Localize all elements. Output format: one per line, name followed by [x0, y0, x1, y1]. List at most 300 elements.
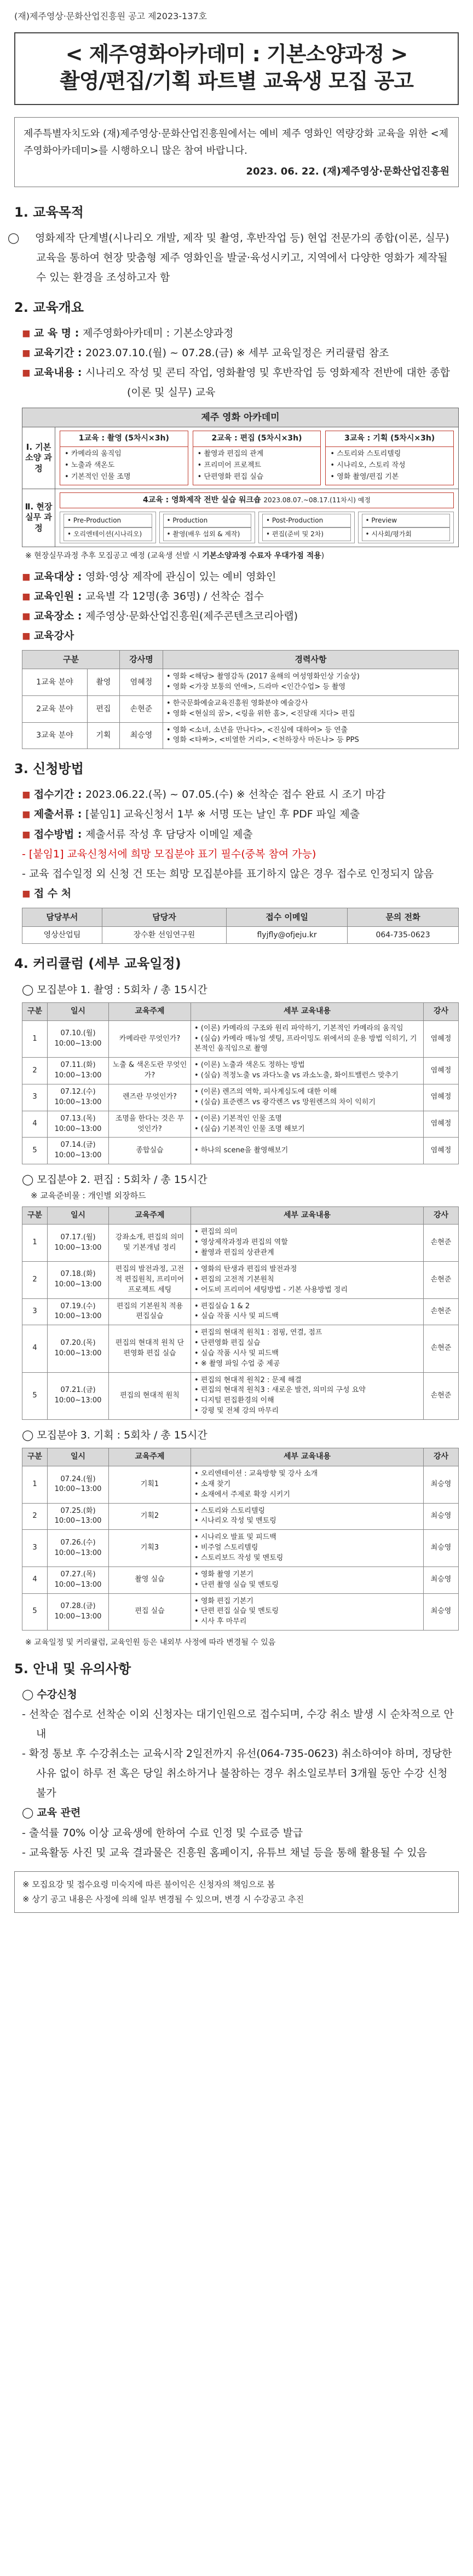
apply-item-label: 제출서류 :	[33, 808, 86, 821]
schedule-title: 제주 영화 아카데미	[22, 408, 458, 427]
session-date-line: 10:00~13:00	[54, 1612, 102, 1621]
apply-item-value: [붙임1] 교육신청서 1부 ※ 서명 또는 날인 후 PDF 파일 제출	[85, 808, 360, 821]
phase-head: 2교육 : 편집 (5차시×3h)	[193, 431, 321, 447]
session-detail-item: • 단편 편집 실습 및 멘토링	[194, 1606, 420, 1617]
contact-email-link[interactable]: flyjfly@ofjeju.kr	[227, 927, 348, 944]
production-step	[159, 512, 256, 543]
production-step-line: • 편집(준비 및 2차)	[262, 527, 351, 541]
lecturer-row	[22, 695, 459, 722]
session-date-line: 10:00~13:00	[54, 1124, 102, 1133]
session-detail-item: • (실습) 카메라 매뉴얼 셋팅, 프라이밍도 위에서의 운용 방법 익히기, 기본적인 움직임으로 촬영	[194, 1034, 420, 1055]
session-number: 4	[22, 1111, 48, 1138]
curriculum-row	[22, 1111, 459, 1138]
session-date-line: 07.17.(월)	[60, 1233, 96, 1241]
session-number: 1	[22, 1466, 48, 1504]
overview2-item	[14, 606, 459, 626]
production-step-line: • 시사회/평가회	[362, 527, 451, 541]
production-steps	[60, 512, 454, 543]
session-detail-item: • 스토리보드 작성 및 멘토링	[194, 1553, 420, 1564]
session-topic: 강좌소개, 편집의 의미 및 기본개념 정리	[109, 1225, 191, 1262]
session-number: 3	[22, 1298, 48, 1325]
session-details	[191, 1261, 424, 1298]
curriculum-row	[22, 1138, 459, 1164]
contact-th-dept: 담당부서	[22, 908, 102, 926]
lecturer-desc-line: • 영화 <타짜>, <비열한 거리>, <천하장사 마돈나> 등 PPS	[166, 736, 359, 745]
session-date-line: 10:00~13:00	[54, 1098, 102, 1106]
session-details	[191, 1084, 424, 1111]
phase-item: • 프리미어 프로젝트	[198, 460, 316, 472]
contact-person: 장수환 선임연구원	[102, 927, 226, 944]
session-detail-item: • 디지털 편집환경의 이해	[194, 1396, 420, 1406]
session-date	[48, 1138, 109, 1164]
section-3-items	[14, 785, 459, 844]
session-details	[191, 1372, 424, 1419]
lecturer-part: 기획	[87, 722, 119, 749]
session-detail-item: • 소재에서 주제로 확장 시키기	[194, 1490, 420, 1500]
session-date-line: 07.13.(목)	[60, 1114, 96, 1123]
square-bullet-icon: ◼	[22, 828, 34, 840]
session-details	[191, 1138, 424, 1164]
session-detail-item: • 비주얼 스토리텔링	[194, 1543, 420, 1553]
session-date	[48, 1111, 109, 1138]
session-detail-item: • 영화 촬영 기본기	[194, 1570, 420, 1580]
session-date	[48, 1466, 109, 1504]
session-lecturer: 최승영	[424, 1466, 459, 1504]
session-number: 2	[22, 1503, 48, 1530]
square-bullet-icon: ◼	[22, 629, 31, 642]
lecturer-desc	[163, 695, 459, 722]
lecturer-area: 1교육 분야	[22, 669, 88, 696]
section-1-heading: 1. 교육목적	[14, 205, 84, 221]
session-topic: 종합실습	[109, 1138, 191, 1164]
circle-bullet-icon: ◯	[22, 1807, 34, 1819]
lecturer-area: 2교육 분야	[22, 695, 88, 722]
session-lecturer: 손현준	[424, 1372, 459, 1419]
section-3-red-note: - [붙임1] 교육신청서에 희망 모집분야 표기 필수(중복 참여 가능)	[22, 848, 316, 860]
session-date-line: 10:00~13:00	[54, 1151, 102, 1160]
lecturer-desc	[163, 722, 459, 749]
curriculum-th: 강사	[424, 1206, 459, 1225]
session-number: 3	[22, 1530, 48, 1567]
circle-bullet-icon: ◯	[22, 1688, 34, 1701]
sub1-heading: 수강신청	[37, 1688, 77, 1701]
curriculum-part-title: ◯ 모집분야 1. 촬영 : 5회차 / 총 15시간	[22, 983, 207, 996]
session-number: 5	[22, 1593, 48, 1631]
lecturer-row	[22, 669, 459, 696]
session-lecturer: 염혜정	[424, 1058, 459, 1084]
session-number: 1	[22, 1225, 48, 1262]
enroll-note: - 선착순 접수로 선착순 이외 신청자는 대기인원으로 접수되며, 수강 취소 발생 시 순차적으로 안내	[22, 1708, 454, 1740]
contact-heading-row	[14, 884, 459, 903]
session-details	[191, 1325, 424, 1372]
session-lecturer: 최승영	[424, 1593, 459, 1631]
overview-item-value: 시나리오 작성 및 콘티 작업, 영화촬영 및 후반작업 등 영화제작 전반에 대한 종합(이론 및 실무) 교육	[85, 366, 450, 399]
session-date	[48, 1372, 109, 1419]
section-3-note-2: - 교육 접수일정 외 신청 건 또는 희망 모집분야를 표기하지 않은 경우 접수로 인정되지 않음	[22, 867, 434, 880]
session-detail-item: • 오리엔테이션 : 교육방향 및 강사 소개	[194, 1469, 420, 1480]
section-1-text: 영화제작 단계별(시나리오 개발, 제작 및 촬영, 후반작업 등) 현업 전문가의 종합(이론, 실무) 교육을 통하여 현장 맞춤형 제주 영화인을 발굴·육성시키고, 지역에서 다양한 영화가 제작될 수 있는 환경을 조성하고자 함	[35, 232, 449, 284]
lecturer-heading-row	[14, 626, 459, 646]
production-step-line: • 오리엔테이션(시나리오)	[64, 527, 152, 541]
session-details	[191, 1111, 424, 1138]
production-step-line: • Preview	[362, 514, 451, 527]
schedule-note-bold: 기본소양과정 수료자 우대가점 적용	[202, 551, 321, 560]
session-topic: 조명을 한다는 것은 무엇인가?	[109, 1111, 191, 1138]
session-details	[191, 1503, 424, 1530]
session-date-line: 07.18.(화)	[60, 1270, 96, 1279]
session-lecturer: 손현준	[424, 1225, 459, 1262]
overview-item-label: 교육내용 :	[33, 366, 86, 379]
contact-row	[22, 927, 459, 944]
session-date-line: 10:00~13:00	[54, 1312, 102, 1321]
session-detail-item: • 소재 찾기	[194, 1480, 420, 1490]
apply-item	[14, 825, 459, 844]
phase-box	[60, 431, 188, 485]
contact-heading: 접 수 처	[33, 887, 72, 900]
schedule-note	[14, 550, 459, 562]
session-lecturer: 염혜정	[424, 1138, 459, 1164]
phase-item: • 카메라의 움직임	[65, 449, 183, 460]
production-step-line: • Post-Production	[262, 514, 351, 527]
curriculum-header-row	[22, 1003, 459, 1021]
production-step	[258, 512, 355, 543]
session-detail-item: • (이론) 렌즈의 역학, 피사계심도에 대한 이해	[194, 1087, 420, 1098]
session-detail-item: • 촬영과 편집의 상관관계	[194, 1248, 420, 1258]
phase-head: 1교육 : 촬영 (5차시×3h)	[60, 431, 188, 447]
curriculum-th: 세부 교육내용	[191, 1448, 424, 1466]
lecturer-heading: 교육강사	[33, 629, 74, 642]
course-note: - 출석률 70% 이상 교육생에 한하여 수료 인정 및 수료증 발급	[22, 1826, 303, 1839]
foot-note: ※ 상기 공고 내용은 사정에 의해 일부 변경될 수 있으며, 변경 시 수강공고 추진	[22, 1894, 304, 1904]
session-detail-item: • 편집의 현대적 원칙1 : 점핑, 연결, 점프	[194, 1328, 420, 1338]
session-detail-item: • 편집의 현대적 원칙2 : 문제 해결	[194, 1376, 420, 1386]
session-date-line: 07.14.(금)	[60, 1141, 96, 1150]
session-detail-item: • 영화 편집 기본기	[194, 1597, 420, 1607]
overview-item	[14, 323, 459, 343]
curriculum-row	[22, 1567, 459, 1593]
lecturer-name: 최승영	[119, 722, 163, 749]
section-2-items-2	[14, 567, 459, 626]
session-detail-item: • 실습 작품 시사 및 피드백	[194, 1312, 420, 1322]
session-number: 4	[22, 1567, 48, 1593]
session-detail-item: • 편집의 의미	[194, 1227, 420, 1238]
contact-dept: 영상산업팀	[22, 927, 102, 944]
contact-table-wrap	[14, 908, 459, 944]
sub1-items	[14, 1704, 459, 1803]
session-detail-item: • (이론) 노출과 색온도 정하는 방법	[194, 1060, 420, 1071]
phase-item: • 시나리오, 스토리 작성	[330, 460, 449, 472]
lecturer-desc-line: • 영화 <가장 보통의 연애>, 드라마 <인간수업> 등 촬영	[166, 682, 346, 691]
production-step	[60, 512, 156, 543]
curriculum-th: 강사	[424, 1448, 459, 1466]
curriculum-part-note: ※ 교육준비물 : 개인별 외장하드	[31, 1190, 146, 1200]
sub1-heading-row	[14, 1685, 459, 1704]
session-date	[48, 1225, 109, 1262]
curriculum-row	[22, 1372, 459, 1419]
session-lecturer: 손현준	[424, 1298, 459, 1325]
session-detail-item: • 스토리와 스토리텔링	[194, 1506, 420, 1517]
curriculum-th: 일시	[48, 1003, 109, 1021]
lecturer-th-name: 강사명	[119, 650, 163, 669]
session-detail-item: • 시나리오 작성 및 멘토링	[194, 1516, 420, 1527]
intro-box	[14, 117, 459, 188]
session-date-line: 10:00~13:00	[54, 1517, 102, 1525]
session-topic: 기획3	[109, 1530, 191, 1567]
curriculum-th: 교육주제	[109, 1206, 191, 1225]
phase-item: • 스토리와 스토리텔링	[330, 449, 449, 460]
session-date	[48, 1503, 109, 1530]
session-number: 5	[22, 1372, 48, 1419]
overview2-item	[14, 587, 459, 606]
session-date-line: 07.24.(월)	[60, 1475, 96, 1483]
curriculum-th: 구분	[22, 1206, 48, 1225]
session-number: 2	[22, 1261, 48, 1298]
session-date-line: 07.19.(수)	[60, 1302, 96, 1310]
session-detail-item: • (실습) 적정노출 vs 과다노출 vs 과소노출, 화이트밸런스 맞추기	[194, 1071, 420, 1081]
square-bullet-icon: ◼	[22, 366, 34, 379]
phase-head: 3교육 : 기획 (5차시×3h)	[326, 431, 453, 447]
notice-number: (재)제주영상·문화산업진흥원 공고 제2023-137호	[14, 11, 207, 21]
curriculum-th: 구분	[22, 1448, 48, 1466]
phase-item: • 기본적인 인물 조명	[65, 472, 183, 483]
session-date-line: 10:00~13:00	[54, 1548, 102, 1557]
schedule-row-field	[22, 489, 458, 547]
production-workshop-title: 4교육 : 영화제작 전반 실습 워크숍	[143, 495, 261, 504]
curriculum-th: 교육주제	[109, 1003, 191, 1021]
session-date-line: 10:00~13:00	[54, 1485, 102, 1494]
session-date-line: 07.11.(화)	[60, 1061, 96, 1070]
apply-item-label: 접수기간 :	[33, 788, 86, 801]
curriculum-footer-note: ※ 교육일정 및 커리큘럼, 교육인원 등은 내외부 사정에 따라 변경될 수 있음	[25, 1638, 276, 1647]
contact-th-phone: 문의 전화	[348, 908, 459, 926]
foot-note: ※ 모집요강 및 접수요령 미숙지에 따른 불이익은 신청자의 책임으로 봄	[22, 1879, 275, 1889]
phase-item: • 촬영과 편집의 관계	[198, 449, 316, 460]
lecturer-desc-line: • 영화 <소녀, 소년을 만나다>, <진심에 대하여> 등 연출	[166, 726, 348, 734]
curriculum-th: 강사	[424, 1003, 459, 1021]
curriculum-th: 일시	[48, 1448, 109, 1466]
session-topic: 기획1	[109, 1466, 191, 1504]
overview2-item	[14, 567, 459, 587]
session-topic: 편집의 현대적 원칙 단편영화 편집 실습	[109, 1325, 191, 1372]
curriculum-row	[22, 1530, 459, 1567]
overview2-item-value: 교육별 각 12명(총 36명) / 선착순 접수	[85, 590, 264, 602]
curriculum-th: 세부 교육내용	[191, 1003, 424, 1021]
session-detail-item: • 시나리오 발표 및 피드백	[194, 1533, 420, 1543]
lecturer-desc	[163, 669, 459, 696]
section-3-heading: 3. 신청방법	[14, 761, 84, 777]
session-date-line: 07.20.(목)	[60, 1339, 96, 1348]
curriculum-row	[22, 1298, 459, 1325]
session-lecturer: 염혜정	[424, 1111, 459, 1138]
session-date-line: 07.21.(금)	[60, 1386, 96, 1395]
session-topic: 렌즈란 무엇인가?	[109, 1084, 191, 1111]
session-date-line: 07.12.(수)	[60, 1088, 96, 1096]
course-note: - 교육활동 사진 및 교육 결과물은 진흥원 홈페이지, 유튜브 채널 등을 통해 활용될 수 있음	[22, 1846, 427, 1859]
schedule-box	[22, 408, 459, 547]
section-5-heading: 5. 안내 및 유의사항	[14, 1661, 131, 1676]
session-date-line: 07.27.(목)	[60, 1570, 96, 1579]
session-detail-item: • 실습 작품 시사 및 피드백	[194, 1349, 420, 1359]
overview2-item-label: 교육장소 :	[33, 610, 86, 622]
lecturer-row	[22, 722, 459, 749]
session-details	[191, 1466, 424, 1504]
schedule-row-basic	[22, 427, 458, 489]
circle-bullet-icon: ◯	[8, 232, 20, 245]
square-bullet-icon: ◼	[22, 570, 34, 583]
session-date	[48, 1298, 109, 1325]
square-bullet-icon: ◼	[22, 808, 34, 821]
production-workshop-head	[60, 492, 454, 509]
section-1-body	[8, 228, 459, 287]
session-number: 1	[22, 1020, 48, 1058]
overview2-item-label: 교육인원 :	[33, 590, 86, 602]
section-4-heading: 4. 커리큘럼 (세부 교육일정)	[14, 956, 181, 972]
session-number: 3	[22, 1084, 48, 1111]
session-date-line: 07.10.(월)	[60, 1029, 96, 1038]
curriculum-row	[22, 1261, 459, 1298]
section-2-items	[14, 323, 459, 402]
session-detail-item: • 단편영화 편집 실습	[194, 1338, 420, 1349]
sub2-heading-row	[14, 1803, 459, 1823]
curriculum-row	[22, 1325, 459, 1372]
lecturer-area: 3교육 분야	[22, 722, 88, 749]
curriculum-row	[22, 1225, 459, 1262]
lecturer-name: 염혜정	[119, 669, 163, 696]
title-line-2: 촬영/편집/기획 파트별 교육생 모집 공고	[59, 69, 413, 94]
session-detail-item: • (이론) 기본적인 인물 조명	[194, 1114, 420, 1124]
sub2-items	[14, 1823, 459, 1863]
lecturer-desc-line: • 영화 <현실의 꿈>, <링을 위한 홈>, <진달래 지다> 편집	[166, 709, 355, 718]
session-detail-item: • (실습) 기본적인 인물 조명 해보기	[194, 1124, 420, 1135]
session-topic: 기획2	[109, 1503, 191, 1530]
lecturer-part: 촬영	[87, 669, 119, 696]
curriculum-row	[22, 1020, 459, 1058]
square-bullet-icon: ◼	[22, 590, 34, 602]
overview-item-value: 제주영화아카데미 : 기본소양과정	[82, 327, 234, 339]
lecturer-name: 손현준	[119, 695, 163, 722]
session-lecturer: 염혜정	[424, 1020, 459, 1058]
lecturer-th-area: 구분	[22, 650, 120, 669]
curriculum-row	[22, 1466, 459, 1504]
session-details	[191, 1020, 424, 1058]
session-date-line: 07.26.(수)	[60, 1538, 96, 1547]
curriculum-table-wrap	[14, 1448, 459, 1631]
schedule-note-post: )	[321, 551, 325, 560]
session-topic: 노출 & 색온도란 무엇인가?	[109, 1058, 191, 1084]
session-detail-item: • (실습) 표준렌즈 vs 광각렌즈 vs 망원렌즈의 차이 익히기	[194, 1098, 420, 1108]
session-date-line: 10:00~13:00	[54, 1396, 102, 1405]
title-box	[14, 32, 459, 105]
session-date	[48, 1084, 109, 1111]
section-2-heading: 2. 교육개요	[14, 299, 84, 315]
phase-list	[326, 447, 453, 484]
schedule-row-field-label: Ⅱ. 현장 실무 과정	[22, 489, 55, 547]
curriculum-row	[22, 1058, 459, 1084]
production-step-line: • Pre-Production	[64, 514, 152, 527]
contact-table	[22, 908, 459, 944]
session-date	[48, 1530, 109, 1567]
phase-item: • 단편영화 편집 실습	[198, 472, 316, 483]
session-date	[48, 1058, 109, 1084]
session-lecturer: 염혜정	[424, 1084, 459, 1111]
session-topic: 촬영 실습	[109, 1567, 191, 1593]
lecturer-desc-line: • 한국문화예술교육진흥원 영화분야 예술강사	[166, 699, 308, 707]
session-number: 2	[22, 1058, 48, 1084]
schedule-row-basic-label: Ⅰ. 기본 소양 과정	[22, 427, 55, 488]
contact-phone: 064-735-0623	[348, 927, 459, 944]
session-detail-item: • 편집실습 1 & 2	[194, 1302, 420, 1312]
session-topic: 편집의 현대적 원칙	[109, 1372, 191, 1419]
session-date-line: 10:00~13:00	[54, 1280, 102, 1289]
square-bullet-icon: ◼	[22, 610, 34, 622]
apply-item	[14, 785, 459, 804]
curriculum	[14, 982, 459, 1631]
session-detail-item: • (이론) 카메라의 구조와 원리 파악하기, 기본적인 카메라의 움직임	[194, 1024, 420, 1034]
session-detail-item: • 영화의 탄생과 편집의 발전과정	[194, 1264, 420, 1275]
curriculum-table-wrap	[14, 1002, 459, 1164]
curriculum-th: 교육주제	[109, 1448, 191, 1466]
session-lecturer: 최승영	[424, 1503, 459, 1530]
session-number: 5	[22, 1138, 48, 1164]
session-date-line: 10:00~13:00	[54, 1040, 102, 1048]
session-date	[48, 1020, 109, 1058]
session-date-line: 10:00~13:00	[54, 1580, 102, 1589]
session-details	[191, 1225, 424, 1262]
session-detail-item: • 시사 후 마무리	[194, 1617, 420, 1627]
session-details	[191, 1058, 424, 1084]
curriculum-row	[22, 1084, 459, 1111]
phase-box	[325, 431, 454, 485]
phase-list	[193, 447, 321, 484]
lecturer-part: 편집	[87, 695, 119, 722]
overview2-item-value: 제주영상·문화산업진흥원(제주콘텐츠코리아랩)	[85, 610, 298, 622]
session-detail-item: • 편집의 현대적 원칙3 : 새로운 발견, 의미의 구성 요약	[194, 1385, 420, 1396]
curriculum-table-wrap	[14, 1206, 459, 1420]
schedule-note-pre: ※ 현장실무과정 추후 모집공고 예정 (교육생 선발 시	[25, 551, 203, 560]
foot-notes-box	[14, 1871, 459, 1913]
apply-item-label: 접수방법 :	[33, 828, 86, 840]
phase-columns	[60, 431, 454, 485]
overview2-item-value: 영화·영상 제작에 관심이 있는 예비 영화인	[85, 570, 276, 583]
session-date	[48, 1261, 109, 1298]
curriculum-th: 일시	[48, 1206, 109, 1225]
overview-item-label: 교육기간 :	[33, 346, 86, 359]
session-lecturer: 손현준	[424, 1325, 459, 1372]
curriculum-row	[22, 1503, 459, 1530]
curriculum-table	[22, 1002, 459, 1164]
lecturer-table	[22, 650, 459, 749]
session-detail-item: • ※ 촬영 파일 수업 중 제공	[194, 1359, 420, 1370]
session-date-line: 10:00~13:00	[54, 1349, 102, 1357]
production-step	[358, 512, 454, 543]
intro-text: 제주특별자치도와 (재)제주영상·문화산업진흥원에서는 예비 제주 영화인 역량강화 교육을 위한 <제주영화아카데미>를 시행하오니 많은 참여 바랍니다.	[24, 127, 449, 157]
lecturer-th-desc: 경력사항	[163, 650, 459, 669]
square-bullet-icon: ◼	[22, 327, 34, 339]
apply-item-value: 제출서류 작성 후 담당자 이메일 제출	[85, 828, 253, 840]
overview-item-value: 2023.07.10.(월) ~ 07.28.(금) ※ 세부 교육일정은 커리큘럼 참조	[85, 346, 389, 359]
production-step-line: • Production	[163, 514, 252, 527]
production-workshop-dates: 2023.08.07.~08.17.(11차시) 예정	[263, 496, 371, 504]
lecturer-table-wrap	[14, 650, 459, 749]
title-line-1: < 제주영화아카데미 : 기본소양과정 >	[65, 42, 408, 66]
overview-item	[14, 363, 459, 402]
curriculum-table	[22, 1206, 459, 1420]
overview-item-label: 교 육 명 :	[33, 327, 83, 339]
session-lecturer: 최승영	[424, 1567, 459, 1593]
apply-item	[14, 804, 459, 824]
session-date-line: 07.25.(화)	[60, 1506, 96, 1515]
curriculum-row	[22, 1593, 459, 1631]
